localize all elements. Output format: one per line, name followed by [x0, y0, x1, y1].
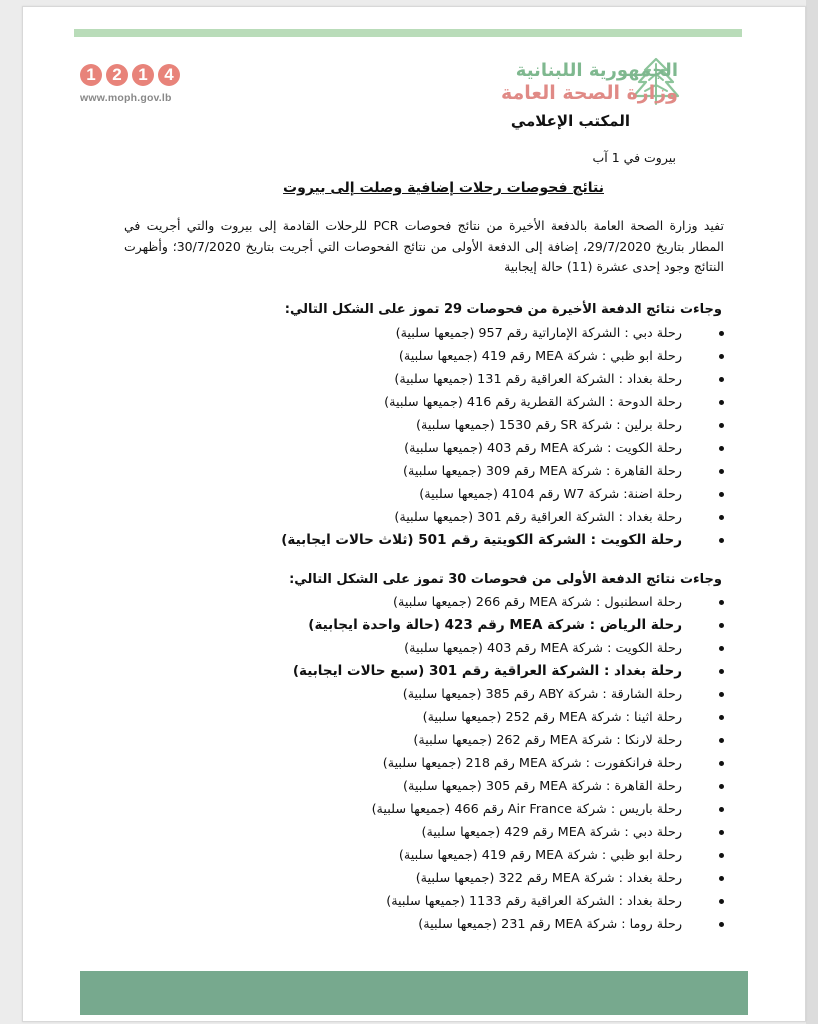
bullet-icon [719, 492, 724, 497]
bullet-icon [719, 515, 724, 520]
bullet-icon [719, 784, 724, 789]
bullet-icon [719, 354, 724, 359]
bottom-accent-bar [80, 971, 748, 1015]
flight-result-text: رحلة الرياض : شركة MEA رقم 423 (حالة واحدة ايجابية) [308, 617, 682, 633]
section-heading-30-july: وجاءت نتائج الدفعة الأولى من فحوصات 30 تموز على الشكل التالي: [289, 572, 722, 587]
flight-result-item [281, 437, 724, 460]
hotline-digit: 1 [132, 64, 154, 86]
flight-result-text: رحلة روما : شركة MEA رقم 231 (جميعها سلبية) [418, 917, 682, 932]
bullet-icon [719, 738, 724, 743]
flight-result-item [293, 890, 724, 913]
flight-result-text: رحلة ابو ظبي : شركة MEA رقم 419 (جميعها سلبية) [398, 848, 682, 863]
flight-result-text: رحلة القاهرة : شركة MEA رقم 309 (جميعها سلبية) [403, 464, 682, 479]
bullet-icon [719, 400, 724, 405]
website-url: www.moph.gov.lb [80, 92, 172, 104]
flight-results-list-29-july [281, 322, 724, 552]
bullet-icon [719, 922, 724, 927]
bullet-icon [719, 623, 724, 628]
flight-result-item [293, 775, 724, 798]
document-title: نتائج فحوصات رحلات إضافية وصلت إلى بيروت [283, 180, 604, 196]
bullet-icon [719, 423, 724, 428]
bullet-icon [719, 646, 724, 651]
top-accent-bar [74, 29, 742, 37]
flight-result-text: رحلة الكويت : الشركة الكويتية رقم 501 (ثلاث حالات ايجابية) [281, 532, 682, 548]
flight-result-item [281, 368, 724, 391]
bullet-icon [719, 469, 724, 474]
flight-result-text: رحلة القاهرة : شركة MEA رقم 305 (جميعها سلبية) [403, 779, 682, 794]
ministry-name: وزارة الصحة العامة [500, 82, 678, 104]
document-date: بيروت في 1 آب [592, 150, 676, 165]
flight-result-item [293, 614, 724, 637]
flight-result-item [293, 706, 724, 729]
flight-result-item [293, 821, 724, 844]
flight-result-item [281, 414, 724, 437]
bullet-icon [719, 538, 724, 543]
screen-edge [806, 0, 818, 1024]
flight-result-text: رحلة لارنكا : شركة MEA رقم 262 (جميعها سلبية) [413, 733, 682, 748]
hotline-digit: 2 [106, 64, 128, 86]
flight-result-item [293, 683, 724, 706]
bullet-icon [719, 377, 724, 382]
flight-result-item [293, 637, 724, 660]
bullet-icon [719, 715, 724, 720]
flight-result-item [281, 483, 724, 506]
flight-result-item [281, 506, 724, 529]
flight-result-text: رحلة دبي : شركة MEA رقم 429 (جميعها سلبية) [421, 825, 682, 840]
flight-result-text: رحلة الشارقة : شركة ABY رقم 385 (جميعها سلبية) [402, 687, 682, 702]
flight-result-text: رحلة ابو ظبي : شركة MEA رقم 419 (جميعها سلبية) [398, 349, 682, 364]
flight-result-text: رحلة الدوحة : الشركة القطرية رقم 416 (جميعها سلبية) [384, 395, 682, 410]
flight-result-text: رحلة بغداد : الشركة العراقية رقم 301 (سبع حالات ايجابية) [292, 663, 682, 679]
flight-result-item [281, 345, 724, 368]
hotline-number [80, 64, 180, 86]
flight-result-item [281, 529, 724, 552]
flight-result-item [293, 591, 724, 614]
flight-result-item [281, 460, 724, 483]
flight-result-item [293, 913, 724, 936]
bullet-icon [719, 446, 724, 451]
flight-result-text: رحلة بغداد : الشركة العراقية رقم 301 (جميعها سلبية) [394, 510, 682, 525]
flight-results-list-30-july [293, 591, 724, 936]
flight-result-item [281, 322, 724, 345]
bullet-icon [719, 669, 724, 674]
bullet-icon [719, 876, 724, 881]
flight-result-text: رحلة باريس : شركة Air France رقم 466 (جميعها سلبية) [371, 802, 682, 817]
flight-result-item [293, 660, 724, 683]
bullet-icon [719, 899, 724, 904]
flight-result-text: رحلة بغداد : الشركة العراقية رقم 1133 (جميعها سلبية) [386, 894, 682, 909]
press-office: المكتب الإعلامي [510, 112, 630, 130]
flight-result-item [293, 798, 724, 821]
flight-result-item [293, 729, 724, 752]
flight-result-text: رحلة دبي : الشركة الإماراتية رقم 957 (جميعها سلبية) [395, 326, 682, 341]
bullet-icon [719, 600, 724, 605]
flight-result-text: رحلة فرانكفورت : شركة MEA رقم 218 (جميعها سلبية) [382, 756, 682, 771]
flight-result-text: رحلة برلين : شركة SR رقم 1530 (جميعها سلبية) [416, 418, 682, 433]
flight-result-text: رحلة اثينا : شركة MEA رقم 252 (جميعها سلبية) [422, 710, 682, 725]
flight-result-item [281, 391, 724, 414]
intro-paragraph: تفيد وزارة الصحة العامة بالدفعة الأخيرة من نتائج فحوصات PCR للرحلات القادمة إلى بيروت والتي أجريت في المطار بتاريخ 29/7/2020، إضافة إلى الدفعة الأولى من نتائج الفحوصات التي أجريت بتاريخ 30/7/2020؛ وأظهرت النتائج وجود إحدى عشرة (11) حالة إيجابية [124, 218, 724, 274]
republic-name: الجمهورية اللبنانية [515, 60, 678, 81]
flight-result-text: رحلة الكويت : شركة MEA رقم 403 (جميعها سلبية) [404, 441, 682, 456]
bullet-icon [719, 692, 724, 697]
flight-result-text: رحلة بغداد : شركة MEA رقم 322 (جميعها سلبية) [415, 871, 682, 886]
flight-result-text: رحلة الكويت : شركة MEA رقم 403 (جميعها سلبية) [404, 641, 682, 656]
flight-result-item [293, 867, 724, 890]
hotline-digit: 1 [80, 64, 102, 86]
bullet-icon [719, 853, 724, 858]
flight-result-item [293, 752, 724, 775]
bullet-icon [719, 331, 724, 336]
flight-result-text: رحلة اضنة: شركة W7 رقم 4104 (جميعها سلبية) [419, 487, 682, 502]
flight-result-text: رحلة اسطنبول : شركة MEA رقم 266 (جميعها سلبية) [392, 595, 682, 610]
flight-result-item [293, 844, 724, 867]
section-heading-29-july: وجاءت نتائج الدفعة الأخيرة من فحوصات 29 تموز على الشكل التالي: [284, 302, 722, 317]
bullet-icon [719, 807, 724, 812]
bullet-icon [719, 830, 724, 835]
bullet-icon [719, 761, 724, 766]
flight-result-text: رحلة بغداد : الشركة العراقية رقم 131 (جميعها سلبية) [394, 372, 682, 387]
hotline-digit: 4 [158, 64, 180, 86]
